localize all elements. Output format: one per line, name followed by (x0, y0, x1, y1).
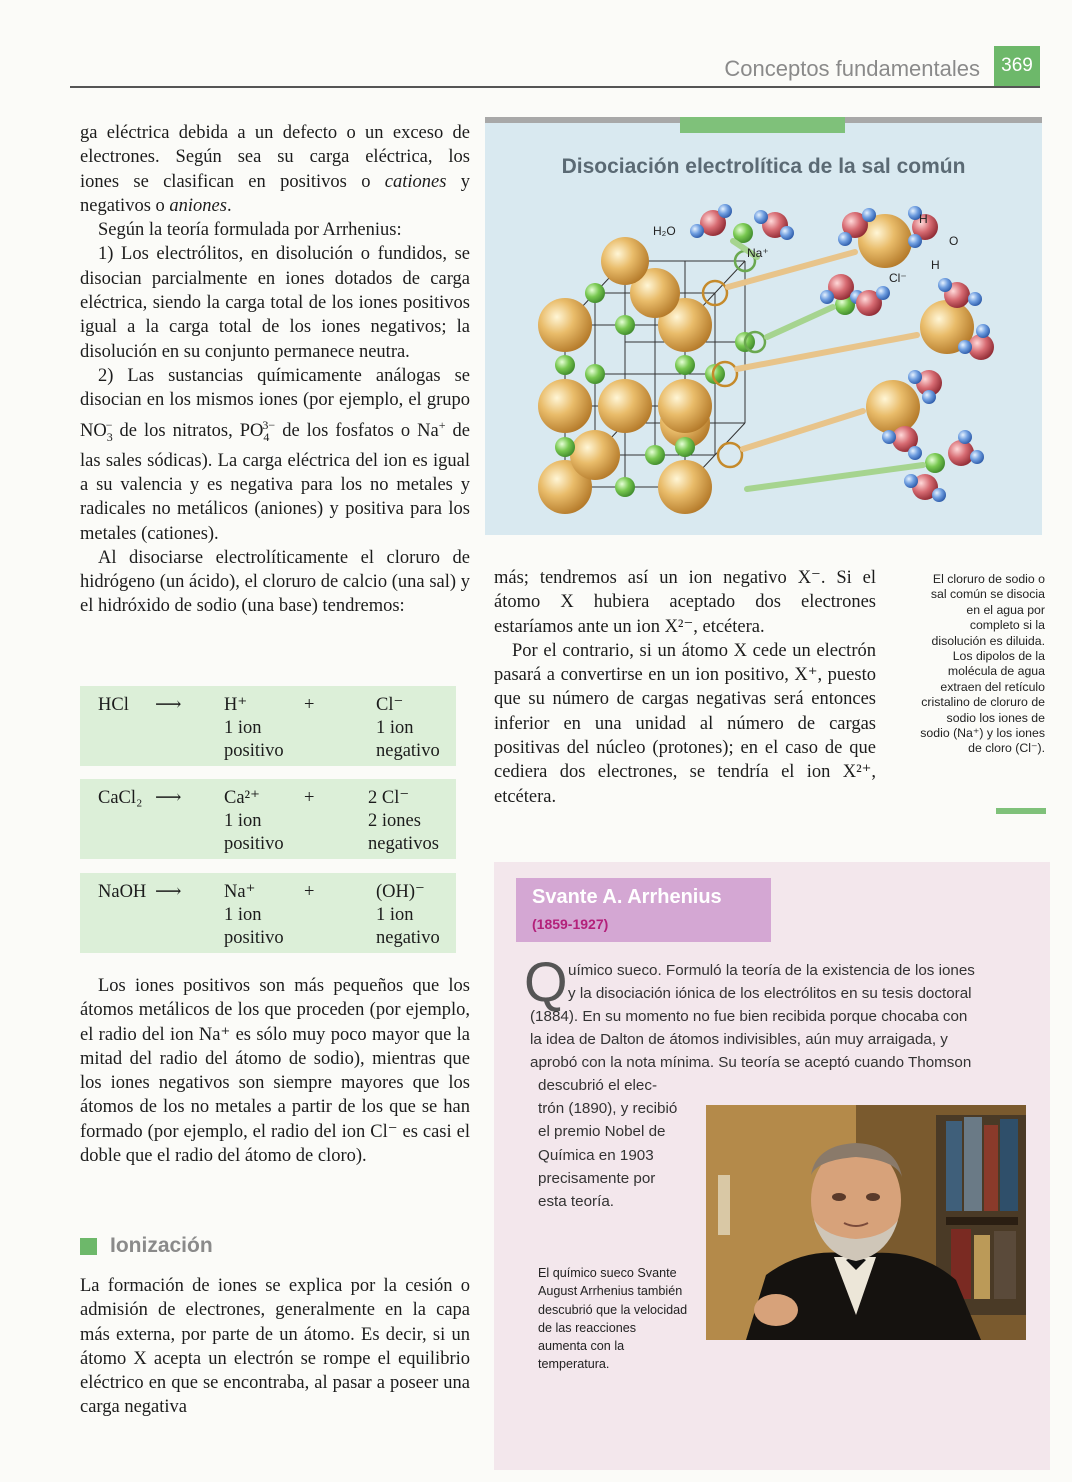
bio-line: trón (1890), y recibió (538, 1100, 678, 1118)
anion-count: 1 ion (376, 905, 414, 925)
dissociation-figure (485, 117, 1042, 535)
dropcap: Q (524, 950, 568, 1013)
term-cationes: cationes (384, 171, 447, 192)
header-rule (70, 86, 1040, 88)
right-column-text (494, 566, 876, 809)
bio-line: y la disociación iónica de los electrólitos en su tesis doctoral (568, 985, 972, 1002)
portrait-caption: El químico sueco Svante August Arrhenius también descubrió que la velocidad de las reacciones aumenta con la temperatura. (538, 1266, 688, 1372)
bio-line: Química en 1903 (538, 1146, 654, 1164)
paragraph: Al disociarse electrolíticamente el cloruro de hidrógeno (un ácido), el cloruro de calcio (una sal) y el hidróxido de sodio (una base) tendremos: (80, 547, 470, 617)
subscript: 4 (263, 429, 270, 444)
label-o: O (949, 234, 959, 248)
paragraph: La formación de iones se explica por la cesión o admisión de electrones, generalmente en la capa más externa, por parte de un átomo. Es decir, si un átomo X acepta un electrón se rompe el equilibrio eléctrico en que se encontraba, al pasar a poseer una carga negativa (80, 1276, 470, 1418)
arrhenius-portrait (706, 1105, 1026, 1340)
left-column-top (80, 121, 470, 619)
text-run: de las sales sódicas). La carga eléctrica del ion es igual a su valencia y es negativa para los no metales y radicales no metálicos (aniones) y positiva para los metales (cationes). (80, 420, 470, 544)
bio-line: (1884). En su momento no fue bien recibida porque chocaba con (530, 1008, 968, 1025)
reactant: NaOH (98, 882, 147, 902)
bio-line: esta teoría. (538, 1193, 614, 1211)
plus: + (304, 882, 315, 902)
page-number: 369 (994, 46, 1040, 86)
anion: 2 Cl⁻ (368, 788, 410, 808)
anion-type: negativo (376, 928, 440, 948)
term-aniones: aniones (169, 195, 227, 216)
plus: + (304, 695, 315, 715)
superscript: 3− (262, 417, 276, 432)
superscript: − (105, 417, 113, 432)
biography-header (516, 878, 771, 942)
figure-title: Disociación electrolítica de la sal común (561, 155, 966, 178)
anion-type: negativo (376, 741, 440, 761)
section-marker (80, 1238, 97, 1255)
reactant: CaCl₂ (98, 788, 143, 808)
label-h-bottom: H (931, 258, 940, 272)
biography-box (494, 862, 1050, 1470)
caption-rule (996, 808, 1046, 814)
left-column-ionizacion (80, 1274, 470, 1420)
cation: H⁺ (224, 695, 248, 715)
paragraph: Según la teoría formulada por Arrhenius: (98, 220, 402, 241)
paragraph (80, 364, 470, 546)
text-line: electrones. Según sea su carga eléctrica, los (80, 147, 470, 168)
reactant: HCl (98, 695, 129, 715)
subscript: 3 (106, 429, 113, 444)
cation-type: positivo (224, 834, 284, 854)
bio-line: precisamente por (538, 1169, 656, 1187)
arrow: ⟶ (155, 695, 182, 715)
figure-caption: El cloruro de sodio o sal común se disocia en el agua por completo si la disolución es diluida. Los dipolos de la molécula de agua extraen del retículo cristalino de cloruro de sodio los iones de sodio (Na⁺) y los iones de cloro (Cl⁻). (920, 572, 1045, 756)
biography-name: Svante A. Arrhenius (532, 886, 722, 908)
label-h2o: H₂O (653, 224, 676, 238)
equation-hcl (80, 686, 456, 766)
cation-type: positivo (224, 741, 284, 761)
label-h-top: H (919, 212, 928, 226)
anion-count: 1 ion (376, 718, 414, 738)
arrow: ⟶ (155, 788, 182, 808)
paragraph: Los iones positivos son más pequeños que los átomos metálicos de los que proceden (por ejemplo, el radio del ion Na⁺ es sólo muy poco mayor que la mitad del radio del átomo de sodio), mientras que los iones negativos son siempre mayores que los átomos de los no metales a partir de los que se han formado (por ejemplo, el radio del ion Cl⁻ es casi el doble que el radio del átomo de cloro). (80, 976, 470, 1167)
label-na: Na⁺ (747, 246, 769, 260)
text-line: negativos o aniones. (80, 195, 232, 216)
equation-naoh (80, 873, 456, 953)
text-line: iones se clasifican en positivos o cationes y (80, 171, 471, 192)
text-run: de los nitratos, PO (112, 420, 264, 441)
left-column-bottom (80, 974, 470, 1168)
bio-line: la idea de Dalton de átomos indivisibles, aún muy arraigada, y (530, 1031, 948, 1049)
paragraph: más; tendremos así un ion negativo X⁻. Si el átomo X hubiera aceptado dos electrones estaríamos ante un ion X²⁻, etcétera. (494, 568, 876, 637)
paragraph: 1) Los electrólitos, en disolución o fundidos, se disocian parcialmente en iones dotados de carga eléctrica, siendo la carga total de los iones positivos igual a la carga total de los iones negativos; la disolución en su conjunto permanece neutra. (80, 244, 470, 362)
text-line: ga eléctrica debida a un defecto o un exceso de (80, 123, 470, 143)
bio-text-full (530, 1005, 1030, 1075)
bio-line: aprobó con la nota mínima. Su teoría se aceptó cuando Thomson (530, 1054, 972, 1072)
bio-line: uímico sueco. Formuló la teoría de la existencia de los iones (568, 962, 975, 979)
cation-count: 1 ion (224, 811, 262, 831)
cation-type: positivo (224, 928, 284, 948)
section-title: Ionización (110, 1234, 213, 1257)
anion-type: negativos (368, 834, 439, 854)
running-header: Conceptos fundamentales (724, 56, 980, 81)
text-run: de los fosfatos o Na (275, 420, 439, 441)
label-cl: Cl⁻ (889, 271, 907, 285)
plus: + (304, 788, 315, 808)
bio-line: el premio Nobel de (538, 1123, 666, 1141)
nacl-lattice-diagram (485, 197, 1042, 535)
equation-cacl2 (80, 779, 456, 859)
bio-line: descubrió el elec- (538, 1077, 658, 1094)
cation-count: 1 ion (224, 905, 262, 925)
bio-text-narrow (538, 1074, 703, 1213)
anion: Cl⁻ (376, 695, 404, 715)
cation: Na⁺ (224, 882, 256, 902)
text-run: 2) Las sustancias químicamente análogas se disocian en los mismos iones (por ejemplo, el grupo NO (80, 365, 470, 441)
paragraph: Por el contrario, si un átomo X cede un electrón pasará a convertirse en un ion positivo, X⁺, puesto que su número de cargas negativas será entonces inferior en una unidad al número de cargas positivas del núcleo (protones); en el caso de que cediera dos electrones, se tendría el ion X²⁺, etcétera. (494, 640, 876, 807)
cation: Ca²⁺ (224, 788, 260, 808)
cation-count: 1 ion (224, 718, 262, 738)
superscript: + (438, 417, 446, 432)
figure-tab (680, 117, 845, 133)
anion-count: 2 iones (368, 811, 421, 831)
biography-years: (1859-1927) (532, 916, 609, 932)
anion: (OH)⁻ (376, 882, 425, 902)
arrow: ⟶ (155, 882, 182, 902)
